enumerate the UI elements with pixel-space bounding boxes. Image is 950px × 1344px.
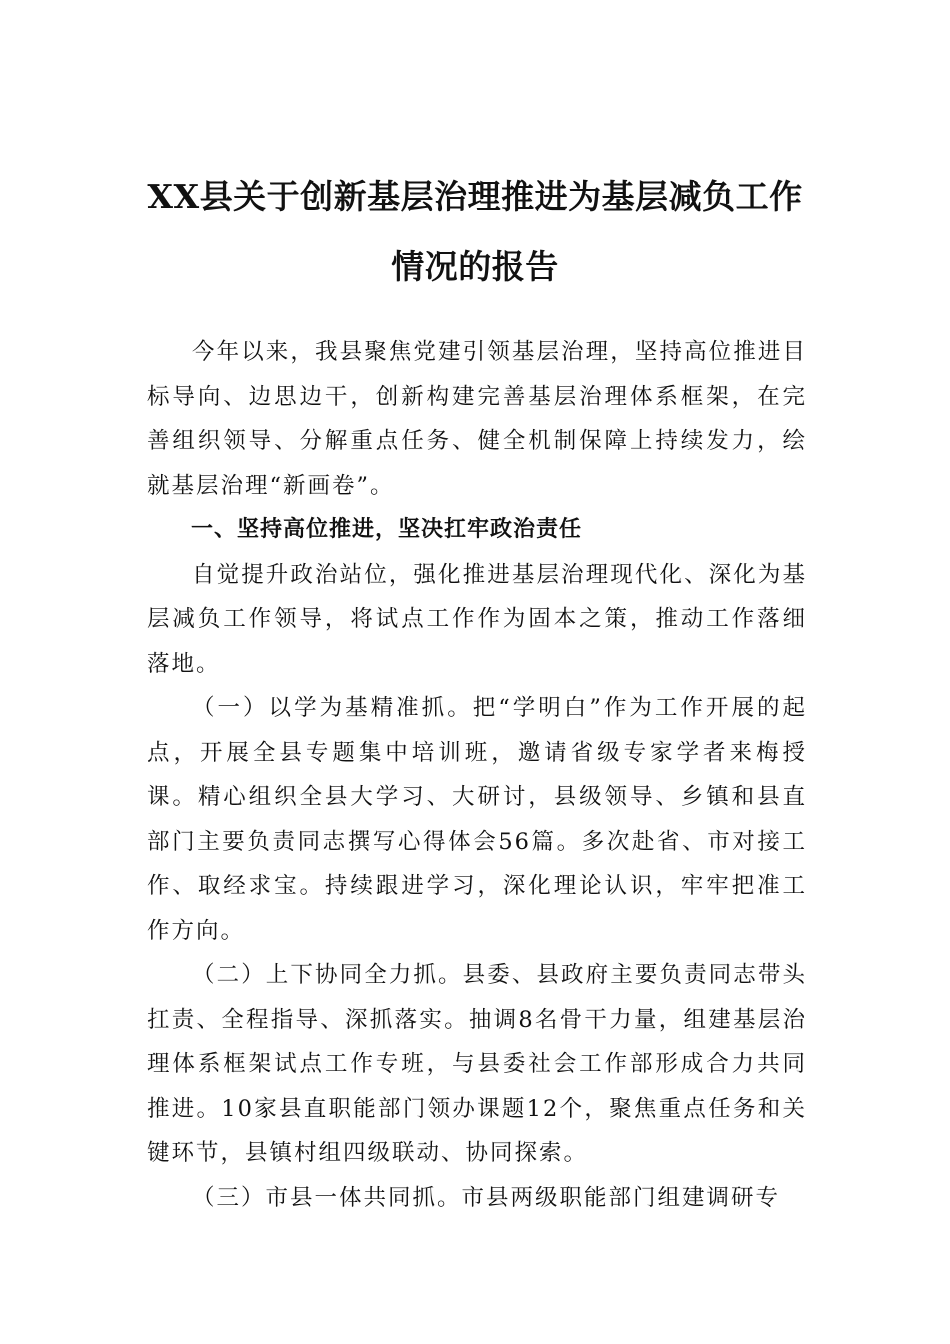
subsection-3-paragraph: （三）市县一体共同抓。市县两级职能部门组建调研专	[192, 1184, 781, 1211]
report-body	[147, 330, 807, 1220]
intro-paragraph: 今年以来，我县聚焦党建引领基层治理，坚持高位推进目标导向、边思边干，创新构建完善基层治理体系框架，在完善组织领导、分解重点任务、健全机制保障上持续发力，绘就基层治理“新画卷”。	[147, 339, 807, 499]
section-heading-1: 一、坚持高位推进，坚决扛牢政治责任	[191, 517, 583, 542]
subsection-1-paragraph: （一）以学为基精准抓。把“学明白”作为工作开展的起点，开展全县专题集中培训班，邀请省级专家学者来梅授课。精心组织全县大学习、大研讨，县级领导、乡镇和县直部门主要负责同志撰写心得体会56篇。多次赴省、市对接工作、取经求宝。持续跟进学习，深化理论认识，牢牢把准工作方向。	[147, 695, 807, 944]
subsection-2-paragraph: （二）上下协同全力抓。县委、县政府主要负责同志带头扛责、全程指导、深抓落实。抽调8名骨干力量，组建基层治理体系框架试点工作专班，与县委社会工作部形成合力共同推进。10家县直职能部门领办课题12个，聚焦重点任务和关键环节，县镇村组四级联动、协同探索。	[147, 962, 807, 1166]
section-1-paragraph: 自觉提升政治站位，强化推进基层治理现代化、深化为基层减负工作领导，将试点工作作为固本之策，推动工作落细落地。	[147, 561, 807, 677]
report-title: XX县关于创新基层治理推进为基层减负工作情况的报告	[147, 177, 803, 286]
